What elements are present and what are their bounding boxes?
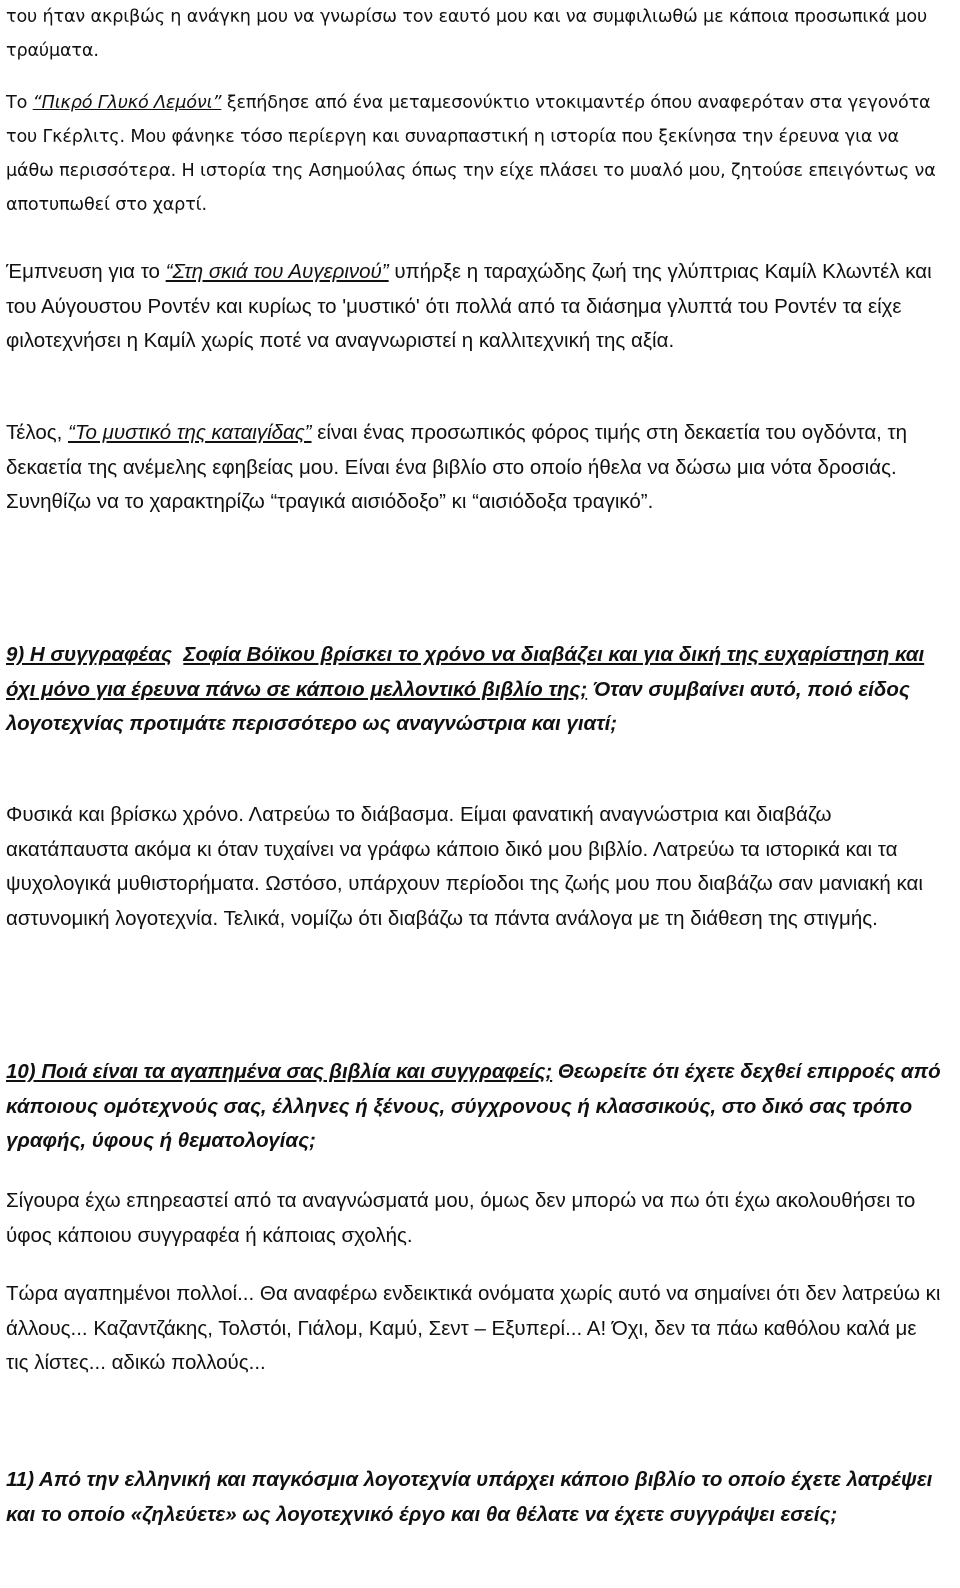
answer-text: Τώρα αγαπημένοι πολλοί... Θα αναφέρω ενδεικτικά ονόματα χωρίς αυτό να σημαίνει ότι δεν λατρεύω κι άλλους... Καζαντζάκης, Τολστόι, Γιάλομ, Καμύ, Σεντ – Εξυπερί... Α! Όχι, δεν τα πάω καθόλου καλά με τις λίστες... αδικώ πολλούς... [6, 1282, 941, 1374]
paragraph-text [6, 86, 941, 222]
text-run: υπήρξε η ταραχώδης ζωή της γλύπτριας Καμίλ Κλωντέλ και του Αύγουστου Ροντέν και κυρίως το 'μυστικό' ότι πολλά από τα διάσημα γλυπτά του Ροντέν τα είχε φιλοτεχνήσει η Καμίλ χωρίς ποτέ να αναγνωριστεί η καλλιτεχνική της αξία. [6, 260, 932, 352]
paragraph-intro-end [6, 0, 941, 68]
answer-text: Φυσικά και βρίσκω χρόνο. Λατρεύω το διάβασμα. Είμαι φανατική αναγνώστρια και διαβάζω ακατάπαυστα ακόμα κι όταν τυχαίνει να γράφω κάποιο δικό μου βιβλίο. Λατρεύω τα ιστορικά και τα ψυχολογικά μυθιστορήματα. Ωστόσο, υπάρχουν περίοδοι της ζωής μου που διαβάζω σαν μανιακή και αστυνομική λογοτεχνία. Τελικά, νομίζω ότι διαβάζω τα πάντα ανάλογα με τη διάθεση της στιγμής. [6, 803, 923, 930]
answer-text: Σίγουρα έχω επηρεαστεί από τα αναγνώσματά μου, όμως δεν μπορώ να πω ότι έχω ακολουθήσει το ύφος κάποιου συγγραφέα ή κάποιας σχολής. [6, 1189, 916, 1247]
book-title-bitter-sweet-lemon: “Πικρό Γλυκό Λεμόνι” [32, 93, 222, 113]
text-run: Θεωρείτε ότι έχετε δεχθεί επιρροές από κάποιους ομότεχνούς σας, έλληνες ή ξένους, σύγχρονους ή κλασσικούς, στο δικό σας τρόπο γραφής, ύφους ή θεματολογίας; [6, 1060, 941, 1152]
text-run: Το [6, 93, 33, 113]
text-run: Όταν συμβαίνει αυτό, ποιό είδος λογοτεχνίας προτιμάτε περισσότερο ως αναγνώστρια και γιατί; [6, 677, 910, 735]
paragraph-morning-star [6, 255, 941, 359]
answer-10-part-1 [6, 1184, 941, 1253]
question-10 [6, 1055, 941, 1159]
question-text: 11) Από την ελληνική και παγκόσμια λογοτεχνία υπάρχει κάποιο βιβλίο το οποίο έχετε λατρέψει και το οποίο «ζηλεύετε» ως λογοτεχνικό έργο και θα θέλατε να έχετε συγγράψει εσείς; [6, 1468, 933, 1526]
text-run: Σοφία Βόϊκου βρίσκει το χρόνο να διαβάζει και για δική της ευχαρίστηση και όχι μόνο για έρευνα πάνω σε κάποιο μελλοντικό βιβλίο της; [6, 643, 925, 701]
question-11 [6, 1463, 941, 1532]
paragraph-text [6, 255, 941, 359]
answer-10-part-2 [6, 1277, 941, 1381]
question-9 [6, 638, 941, 742]
text-run: είναι ένας προσωπικός φόρος τιμής στη δεκαετία του ογδόντα, τη δεκαετία της ανέμελης εφηβείας μου. Είναι ένα βιβλίο στο οποίο ήθελα να δώσω μια νότα δροσιάς. Συνηθίζω να το χαρακτηρίζω “τραγικά αισιόδοξο” κι “αισιόδοξα τραγικό”. [6, 421, 908, 513]
paragraph-text [6, 416, 941, 520]
question-text [6, 1055, 941, 1159]
text-run: 9) Η συγγραφέας [6, 643, 172, 666]
text-run [172, 643, 183, 666]
paragraph-text: του ήταν ακριβώς η ανάγκη μου να γνωρίσω τον εαυτό μου και να συμφιλιωθώ με κάποια προσωπικά μου τραύματα. [6, 7, 928, 61]
question-text [6, 638, 941, 742]
text-run: 10) Ποιά είναι τα αγαπημένα σας βιβλία και συγγραφείς; [6, 1060, 553, 1083]
text-run: Έμπνευση για το [6, 260, 166, 283]
answer-9 [6, 798, 941, 936]
text-run: Τέλος, [6, 421, 69, 444]
book-title-morning-star: “Στη σκιά του Αυγερινού” [165, 260, 389, 283]
paragraph-bitter-lemon [6, 86, 941, 222]
text-run: ξεπήδησε από ένα μεταμεσονύκτιο ντοκιμαντέρ όπου αναφερόταν στα γεγονότα του Γκέρλιτς. Μου φάνηκε τόσο περίεργη και συναρπαστική η ιστορία που ξεκίνησα την έρευνα για να μάθω περισσότερα. Η ιστορία της Ασημούλας όπως την είχε πλάσει το μυαλό μου, ζητούσε επειγόντως να αποτυπωθεί στο χαρτί. [6, 93, 936, 215]
paragraph-storm-secret [6, 416, 941, 520]
book-title-storm-secret: “Το μυστικό της καταιγίδας” [68, 421, 312, 444]
